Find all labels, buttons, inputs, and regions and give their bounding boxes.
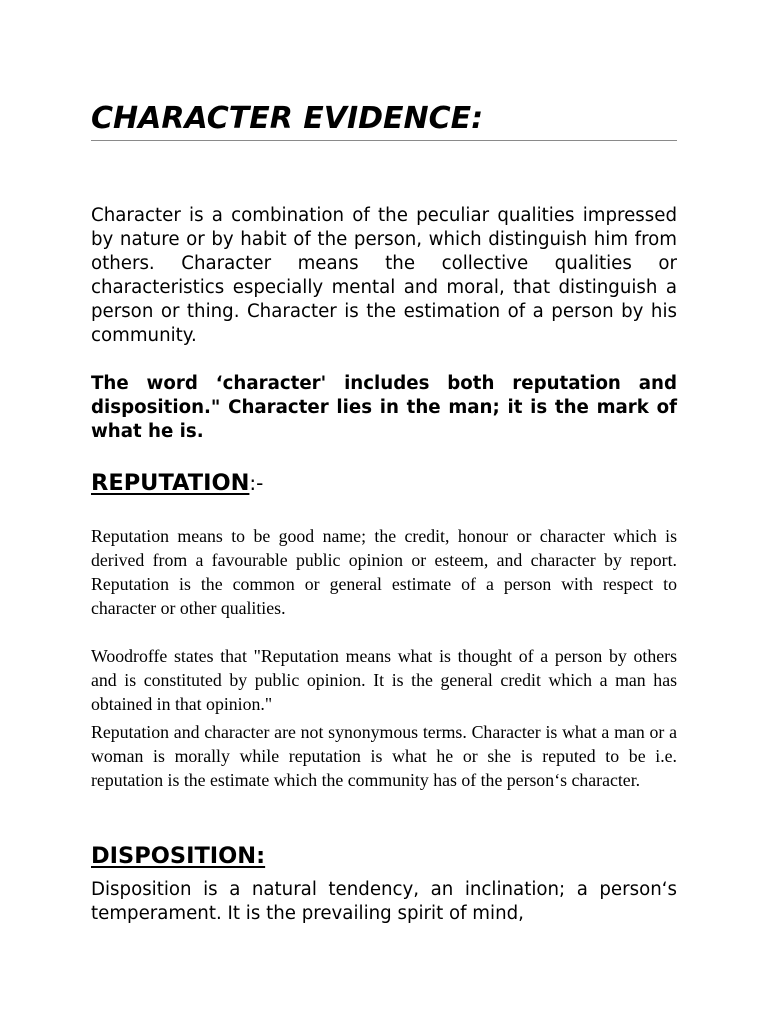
disposition-heading: DISPOSITION: xyxy=(91,843,266,869)
disposition-paragraph: Disposition is a natural tendency, an inclination; a person‘s temperament. It is the prevailing spirit of mind, xyxy=(91,879,677,924)
reputation-paragraph-1: Reputation means to be good name; the credit, honour or character which is derived from a favourable public opinion or esteem, and character by report. Reputation is the common or general estimate of a person with respect to character or other qualities. xyxy=(91,526,677,618)
reputation-paragraph-3: Reputation and character are not synonymous terms. Character is what a man or a woman is morally while reputation is what he or she is reputed to be i.e. reputation is the estimate which the community has of the person‘s character. xyxy=(91,722,677,790)
intro-paragraph: Character is a combination of the peculiar qualities impressed by nature or by habit of the person, which distinguish him from others. Character means the collective qualities or characteristics especially mental and moral, that distinguish a person or thing. Character is the estimation of a person by his community. xyxy=(91,205,677,346)
reputation-heading-text: REPUTATION xyxy=(91,470,250,496)
document-title: CHARACTER EVIDENCE: xyxy=(91,101,484,136)
reputation-heading-suffix: :- xyxy=(249,471,264,495)
character-definition-paragraph: The word ‘character' includes both reputation and disposition." Character lies in the man; it is the mark of what he is. xyxy=(91,373,677,442)
reputation-paragraph-2: Woodroffe states that "Reputation means what is thought of a person by others and is constituted by public opinion. It is the general credit which a man has obtained in that opinion." xyxy=(91,646,677,714)
reputation-heading xyxy=(91,468,263,498)
title-divider xyxy=(91,140,677,141)
